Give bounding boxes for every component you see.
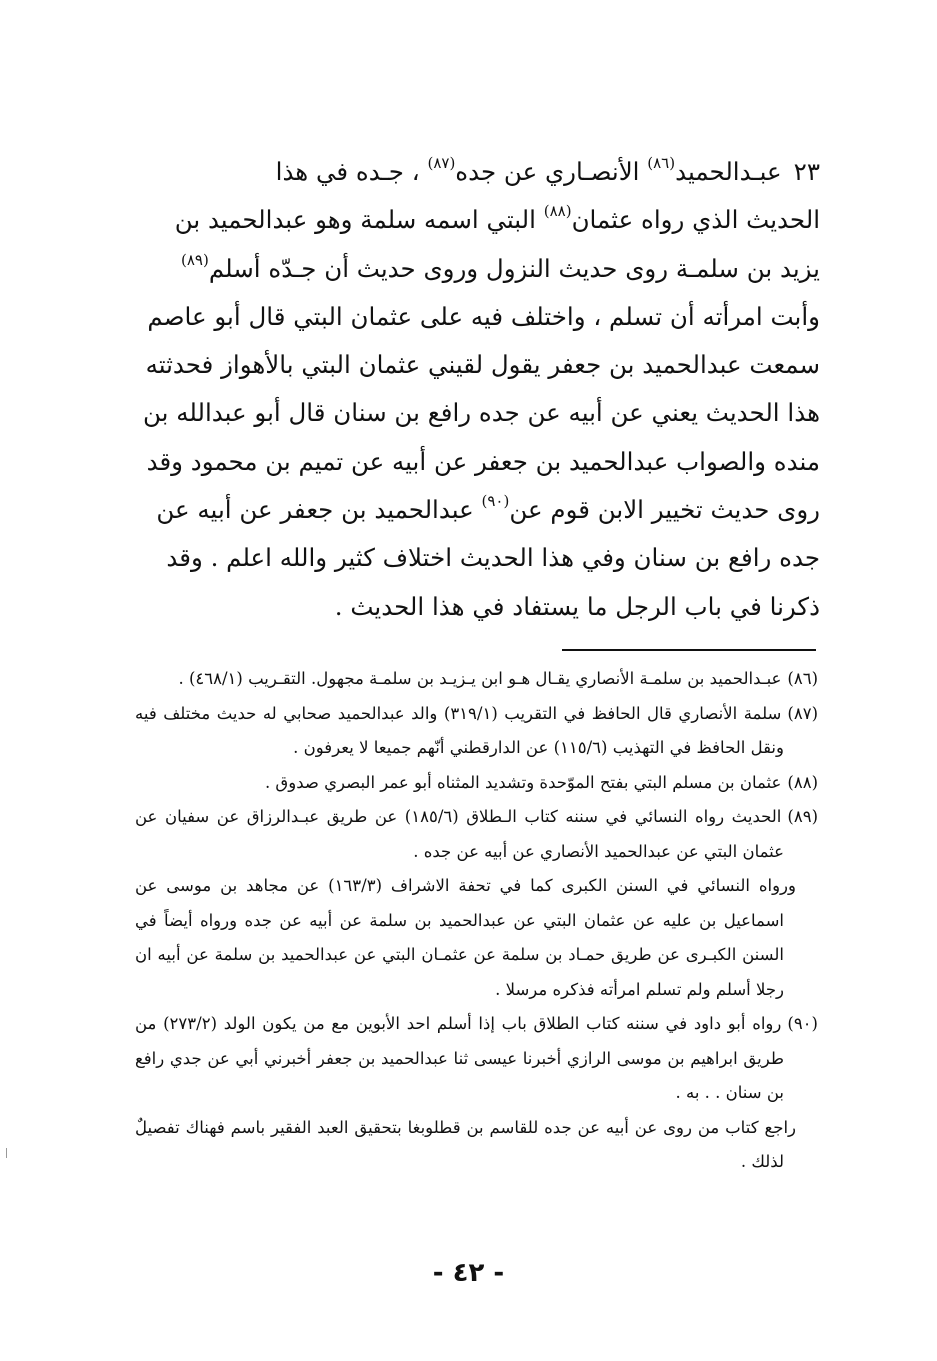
footnote-separator <box>562 649 816 651</box>
footnote-86: (٨٦)عبـدالحميد بن سلمـة الأنصاري يقـال هـو ابن يـزيـد بن سلمـة مجهول. التقـريب (٤٦٨/١) . <box>178 669 818 688</box>
entry-line: جده رافع بن سنان وفي هذا الحديث اختلاف كثير والله اعلم . وقد <box>166 543 820 573</box>
footnote-90-continuation: راجع كتاب من روى عن أبيه عن جده للقاسم بن قطلوبغا بتحقيق العبد الفقير باسم فهناك تفصيلٌ لذلك . <box>135 1117 796 1171</box>
footnote-ref: (٨٦) <box>647 154 676 172</box>
footnote-label: (٨٦) <box>787 669 818 688</box>
entry-line: هذا الحديث يعني عن أبيه عن جده رافع بن سنان قال أبو عبدالله بن <box>143 398 820 428</box>
footnote-87: (٨٧)سلمة الأنصاري قال الحافظ في التقريب (٣١٩/١) والد عبدالحميد صحابي له حديث مختلف فيه ونقل الحافظ في التهذيب (١١٥/٦) عن الدارقطني أنّهم جميعا لا يعرفون . <box>135 703 818 757</box>
footnote-label: (٨٩) <box>787 807 818 826</box>
entry-line: منده والصواب عبدالحميد بن جعفر عن أبيه عن تميم بن محمود وقد <box>146 446 820 476</box>
footnotes <box>135 662 818 1180</box>
entry-line: ذكرنا في باب الرجل ما يستفاد في هذا الحديث . <box>334 591 820 621</box>
entry-line: سمعت عبدالحميد بن جعفر يقول لقيني عثمان البتي بالأهواز فحدثته <box>145 350 820 380</box>
page-number: - ٤٢ - <box>432 1258 505 1288</box>
entry-number: ٢٣ <box>793 157 820 186</box>
footnote-89-continuation: ورواه النسائي في السنن الكبرى كما في تحفة الاشراف (١٦٣/٣) عن مجاهد بن موسى عن اسماعيل بن عليه عن عثمان البتي عن عبدالحميد بن سلمة عن أبيه عن جده ورواه أيضاً في السنن الكبـرى عن طريق حمـاد بن سلمة عن عثمـان البتي عن عبدالحميد بن سلمة عن أبيه ان رجلا أسلم ولم تسلم امرأته فذكره مرسلا . <box>135 876 796 999</box>
footnote-label: (٨٨) <box>787 772 818 792</box>
footnote-label: (٩٠) <box>787 1014 818 1033</box>
entry-line: وأبت امرأته أن تسلم ، واختلف فيه على عثمان البتي قال أبو عاصم <box>147 301 820 331</box>
scan-mark <box>6 1148 7 1158</box>
footnote-label: (٨٧) <box>787 703 818 723</box>
footnote-ref: (٨٧) <box>427 154 456 172</box>
hadith-entry <box>135 148 820 631</box>
entry-line: روى حديث تخيير الابن قوم عن$^{(٩٠)}$ عبدالحميد بن جعفر عن أبيه عن <box>156 492 820 525</box>
entry-line: ٢٣عبـدالحميد$^{(٨٦)}$ الأنصـاري عن جده$^{(٨٧)}$ ، جـده في هذا <box>275 154 820 186</box>
footnote-88: (٨٨)عثمان بن مسلم البتي بفتح الموّحدة وتشديد المثناه أبو عمر البصري صدوق . <box>264 772 818 792</box>
footnote-90: (٩٠)رواه أبو داود في سننه كتاب الطلاق باب إذا أسلم احد الأبوين مع من يكون الولد (٢٧٣/٢) من طريق ابراهيم بن موسى الرازي أخبرنا عيسى ثنا عبدالحميد بن جعفر أخبرني أبي عن جدي رافع بن سنان . . به . <box>135 1014 818 1102</box>
entry-line: يزيد بن سلمـة روى حديث النزول وروى حديث أن جـدّه أسلم$^{(٨٩)}$ <box>181 250 820 283</box>
footnote-ref: (٨٨) <box>543 202 572 221</box>
footnote-89: (٨٩)الحديث رواه النسائي في سننه كتاب الـطلاق (١٨٥/٦) عن طريق عبـدالرزاق عن سفيان عن عثمان البتي عن عبدالحميد الأنصاري عن أبيه عن جده . <box>135 807 818 861</box>
footnote-ref: (٨٩) <box>181 250 209 269</box>
entry-line: الحديث الذي رواه عثمان$^{(٨٨)}$ البتي اسمه سلمة وهو عبدالحميد بن <box>174 202 820 235</box>
footnote-ref: (٩٠) <box>481 492 510 511</box>
